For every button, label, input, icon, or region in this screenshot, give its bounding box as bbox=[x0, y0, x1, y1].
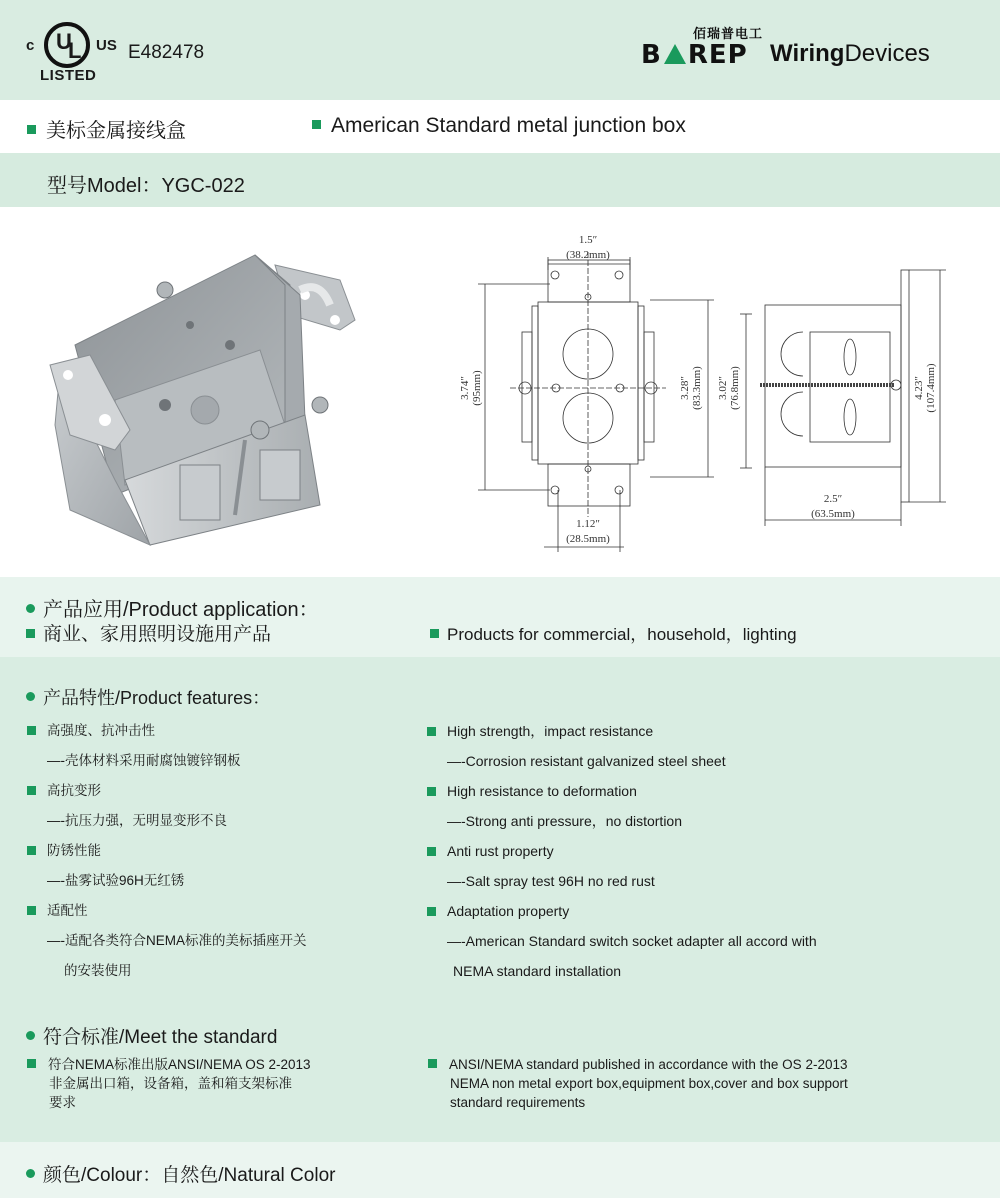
green-square-bullet-icon bbox=[312, 120, 321, 129]
green-dot-bullet-icon bbox=[26, 1031, 35, 1040]
green-dot-bullet-icon bbox=[26, 692, 35, 701]
title-chinese-text: 美标金属接线盒 bbox=[46, 120, 186, 142]
feature-detail: NEMA standard installation bbox=[453, 963, 622, 979]
standard-line: standard requirements bbox=[450, 1095, 586, 1110]
application-chinese bbox=[26, 619, 271, 646]
feature-title: Adaptation property bbox=[447, 903, 570, 919]
front-view bbox=[478, 252, 752, 552]
feature-detail: 的安装使用 bbox=[64, 963, 132, 978]
green-square-bullet-icon bbox=[427, 727, 436, 736]
dim-left-height-mm: (95mm) bbox=[471, 370, 483, 406]
brand-tagline-regular: Devices bbox=[844, 40, 930, 67]
standard-heading-text: 符合标准/Meet the standard bbox=[43, 1027, 278, 1048]
ul-file-number: E482478 bbox=[128, 42, 205, 63]
feature-title: 防锈性能 bbox=[47, 843, 101, 858]
brand-logo bbox=[641, 40, 748, 70]
dim-depth-in: 2.5″ bbox=[823, 493, 843, 505]
feature-detail: —-Corrosion resistant galvanized steel sheet bbox=[447, 753, 726, 769]
application-english-text: Products for commercial，household，lighting bbox=[447, 625, 797, 644]
green-square-bullet-icon bbox=[27, 786, 36, 795]
features-english-list bbox=[427, 720, 817, 990]
dim-top-width-in: 1.5″ bbox=[578, 234, 598, 246]
feature-detail: —-适配各类符合NEMA标准的美标插座开关 bbox=[47, 933, 307, 948]
dim-depth-mm: (63.5mm) bbox=[811, 508, 855, 520]
junction-box-photo bbox=[20, 225, 420, 550]
dim-overall-height-mm: (107.4mm) bbox=[925, 363, 937, 413]
green-square-bullet-icon bbox=[427, 847, 436, 856]
dim-top-width-mm: (38.2mm) bbox=[566, 249, 610, 261]
dim-inner-height-mm: (83.3mm) bbox=[691, 366, 703, 410]
ul-listed-text: LISTED bbox=[40, 67, 97, 84]
brand-letter-b: B bbox=[641, 40, 662, 70]
ul-c-mark: c bbox=[26, 37, 35, 54]
colour-info bbox=[26, 1160, 335, 1187]
feature-title: 高强度、抗冲击性 bbox=[47, 723, 155, 738]
feature-item bbox=[27, 780, 307, 810]
ul-l-letter: L bbox=[68, 38, 82, 63]
dim-box-height-in: 3.02″ bbox=[717, 376, 729, 400]
green-square-bullet-icon bbox=[27, 125, 36, 134]
ul-listed-logo bbox=[26, 12, 122, 84]
ul-circle-icon bbox=[44, 22, 90, 68]
feature-title: High strength，impact resistance bbox=[447, 723, 654, 739]
standard-text: ANSI/NEMA standard published in accordance with the OS 2-2013 bbox=[449, 1057, 848, 1072]
dim-bottom-width-in: 1.12″ bbox=[576, 518, 600, 530]
title-english-text: American Standard metal junction box bbox=[331, 114, 686, 137]
dim-left-height-in: 3.74″ bbox=[459, 376, 471, 400]
model-label: 型号Model：YGC-022 bbox=[47, 175, 245, 197]
green-square-bullet-icon bbox=[427, 907, 436, 916]
ul-u-letter: U bbox=[56, 29, 72, 54]
green-square-bullet-icon bbox=[427, 787, 436, 796]
dim-inner-height-in: 3.28″ bbox=[679, 376, 691, 400]
green-square-bullet-icon bbox=[428, 1059, 437, 1068]
standard-text: 符合NEMA标准出版ANSI/NEMA OS 2-2013 bbox=[48, 1057, 311, 1072]
feature-item bbox=[427, 900, 817, 930]
green-square-bullet-icon bbox=[27, 1059, 36, 1068]
green-square-bullet-icon bbox=[430, 629, 439, 638]
feature-title: Anti rust property bbox=[447, 843, 554, 859]
feature-item bbox=[427, 720, 817, 750]
brand-triangle-a-icon bbox=[664, 44, 686, 64]
feature-title: High resistance to deformation bbox=[447, 783, 637, 799]
feature-detail: —-抗压力强，无明显变形不良 bbox=[47, 813, 227, 828]
ul-us-mark: US bbox=[96, 37, 117, 54]
application-heading bbox=[26, 593, 319, 622]
green-square-bullet-icon bbox=[27, 726, 36, 735]
standard-line bbox=[428, 1055, 848, 1074]
feature-detail: —-Strong anti pressure，no distortion bbox=[447, 813, 682, 829]
feature-detail: —-Salt spray test 96H no red rust bbox=[447, 873, 655, 889]
brand-tagline-bold: Wiring bbox=[770, 40, 845, 67]
feature-detail: —-壳体材料采用耐腐蚀镀锌钢板 bbox=[47, 753, 241, 768]
feature-item bbox=[427, 840, 817, 870]
dim-overall-height-in: 4.23″ bbox=[913, 376, 925, 400]
standard-line: 要求 bbox=[49, 1095, 76, 1110]
feature-item bbox=[27, 720, 307, 750]
dimension-drawing bbox=[450, 222, 1000, 552]
green-square-bullet-icon bbox=[26, 629, 35, 638]
application-chinese-text: 商业、家用照明设施用产品 bbox=[43, 624, 272, 645]
feature-title: 适配性 bbox=[47, 903, 88, 918]
feature-detail: —-盐雾试验96H无红锈 bbox=[47, 873, 185, 888]
brand-chinese-name: 佰瑞普电工 bbox=[693, 26, 764, 41]
features-heading bbox=[26, 684, 270, 710]
standard-english bbox=[428, 1055, 848, 1112]
feature-item bbox=[427, 780, 817, 810]
colour-text: 颜色/Colour：自然色/Natural Color bbox=[43, 1165, 336, 1186]
application-heading-text: 产品应用/Product application： bbox=[43, 599, 319, 621]
feature-item bbox=[27, 900, 307, 930]
green-square-bullet-icon bbox=[27, 846, 36, 855]
features-heading-text: 产品特性/Product features： bbox=[43, 688, 271, 708]
brand-letters-rest: REP bbox=[687, 40, 748, 70]
green-dot-bullet-icon bbox=[26, 604, 35, 613]
dim-bottom-width-mm: (28.5mm) bbox=[566, 533, 610, 545]
green-square-bullet-icon bbox=[27, 906, 36, 915]
feature-title: 高抗变形 bbox=[47, 783, 101, 798]
standard-line: 非金属出口箱，设备箱，盖和箱支架标准 bbox=[49, 1076, 292, 1091]
standard-chinese bbox=[27, 1055, 311, 1112]
feature-detail: —-American Standard switch socket adapter all accord with bbox=[447, 933, 817, 949]
standard-heading bbox=[26, 1022, 277, 1049]
features-chinese-list bbox=[27, 720, 307, 990]
brand-tagline bbox=[770, 40, 930, 68]
title-chinese bbox=[27, 114, 186, 143]
standard-line bbox=[27, 1055, 311, 1074]
feature-item bbox=[27, 840, 307, 870]
title-english bbox=[312, 114, 686, 138]
standard-line: NEMA non metal export box,equipment box,cover and box support bbox=[450, 1076, 848, 1091]
green-dot-bullet-icon bbox=[26, 1169, 35, 1178]
dim-box-height-mm: (76.8mm) bbox=[729, 366, 741, 410]
application-english bbox=[430, 620, 797, 645]
